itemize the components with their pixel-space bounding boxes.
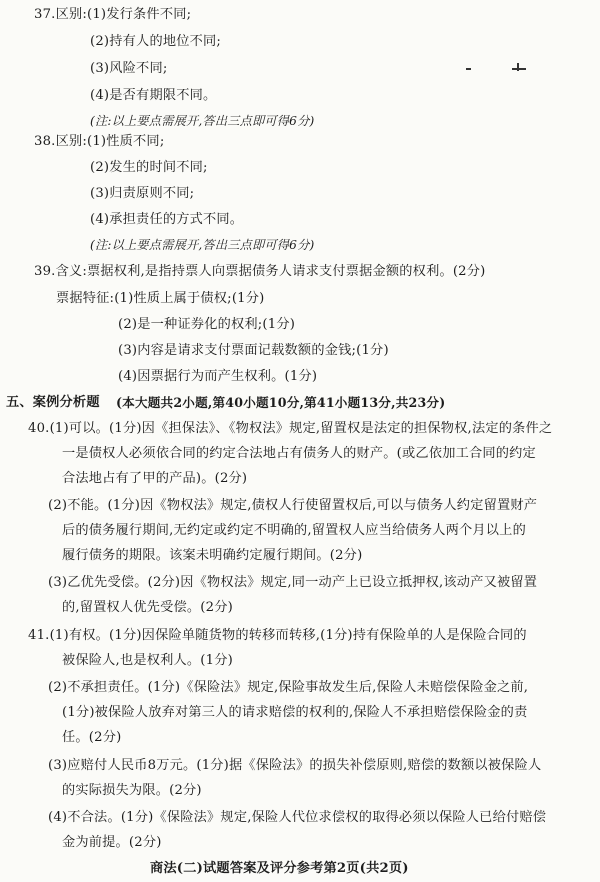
- q38-line-1: 38.区别:(1)性质不同;: [34, 134, 165, 149]
- q40-line-1: 40.(1)可以。(1分)因《担保法》、《物权法》规定,留置权是法定的担保物权,法定的条件之: [28, 421, 553, 436]
- page-footer: 商法(二)试题答案及评分参考第2页(共2页): [150, 861, 409, 876]
- q40-line-8: 的,留置权人优先受偿。(2分): [62, 600, 233, 615]
- scan-mark: [517, 63, 519, 71]
- q37-line-4: (4)是否有期限不同。: [90, 88, 217, 103]
- q41-line-4: (1分)被保险人放弃对第三人的请求赔偿的权利的,保险人不承担赔偿保险金的责: [62, 705, 528, 720]
- q41-line-5: 任。(2分): [62, 730, 122, 745]
- q41-line-7: 的实际损失为限。(2分): [62, 783, 202, 798]
- q37-line-3: (3)风险不同;: [90, 61, 168, 76]
- q37-note: (注:以上要点需展开,答出三点即可得6分): [90, 114, 315, 128]
- q39-line-2: 票据特征:(1)性质上属于债权;(1分): [56, 291, 265, 306]
- q40-line-3: 合法地占有了甲的产品)。(2分): [62, 471, 248, 486]
- q41-line-9: 金为前提。(2分): [62, 835, 162, 850]
- section-heading: 五、案例分析题: [6, 395, 100, 410]
- scan-mark: [466, 68, 471, 70]
- q41-line-8: (4)不合法。(1分)《保险法》规定,保险人代位求偿权的取得必须以保险人已给付赔偿: [48, 810, 547, 825]
- q38-line-3: (3)归责原则不同;: [90, 186, 195, 201]
- q41-line-3: (2)不承担责任。(1分)《保险法》规定,保险事故发生后,保险人未赔偿保险金之前,: [48, 680, 529, 695]
- q40-line-6: 履行债务的期限。该案未明确约定履行期间。(2分): [62, 548, 363, 563]
- q41-line-6: (3)应赔付人民币8万元。(1分)据《保险法》的损失补偿原则,赔偿的数额以被保险人: [48, 758, 542, 773]
- q40-line-5: 后的债务履行期间,无约定或约定不明确的,留置权人应当给债务人两个月以上的: [62, 523, 526, 538]
- scan-mark: [512, 68, 526, 70]
- q39-line-4: (3)内容是请求支付票面记载数额的金钱;(1分): [118, 343, 389, 358]
- q41-line-1: 41.(1)有权。(1分)因保险单随货物的转移而转移,(1分)持有保险单的人是保险合同的: [28, 628, 527, 643]
- section-note: (本大题共2小题,第40小题10分,第41小题13分,共23分): [116, 395, 446, 410]
- q38-note: (注:以上要点需展开,答出三点即可得6分): [90, 238, 315, 252]
- q37-line-2: (2)持有人的地位不同;: [90, 34, 222, 49]
- q40-line-2: 一是债权人必须依合同的约定合法地占有债务人的财产。(或乙依加工合同的约定: [62, 446, 536, 461]
- q39-line-1: 39.含义:票据权利,是指持票人向票据债务人请求支付票据金额的权利。(2分): [34, 264, 486, 279]
- q39-line-3: (2)是一种证券化的权利;(1分): [118, 317, 296, 332]
- q41-line-2: 被保险人,也是权利人。(1分): [62, 653, 233, 668]
- q39-line-5: (4)因票据行为而产生权利。(1分): [118, 369, 318, 384]
- q38-line-4: (4)承担责任的方式不同。: [90, 212, 244, 227]
- q37-line-1: 37.区别:(1)发行条件不同;: [34, 7, 192, 22]
- q40-line-4: (2)不能。(1分)因《物权法》规定,债权人行使留置权后,可以与债务人约定留置财产: [48, 498, 538, 513]
- q40-line-7: (3)乙优先受偿。(2分)因《物权法》规定,同一动产上已设立抵押权,该动产又被留置: [48, 575, 538, 590]
- q38-line-2: (2)发生的时间不同;: [90, 160, 208, 175]
